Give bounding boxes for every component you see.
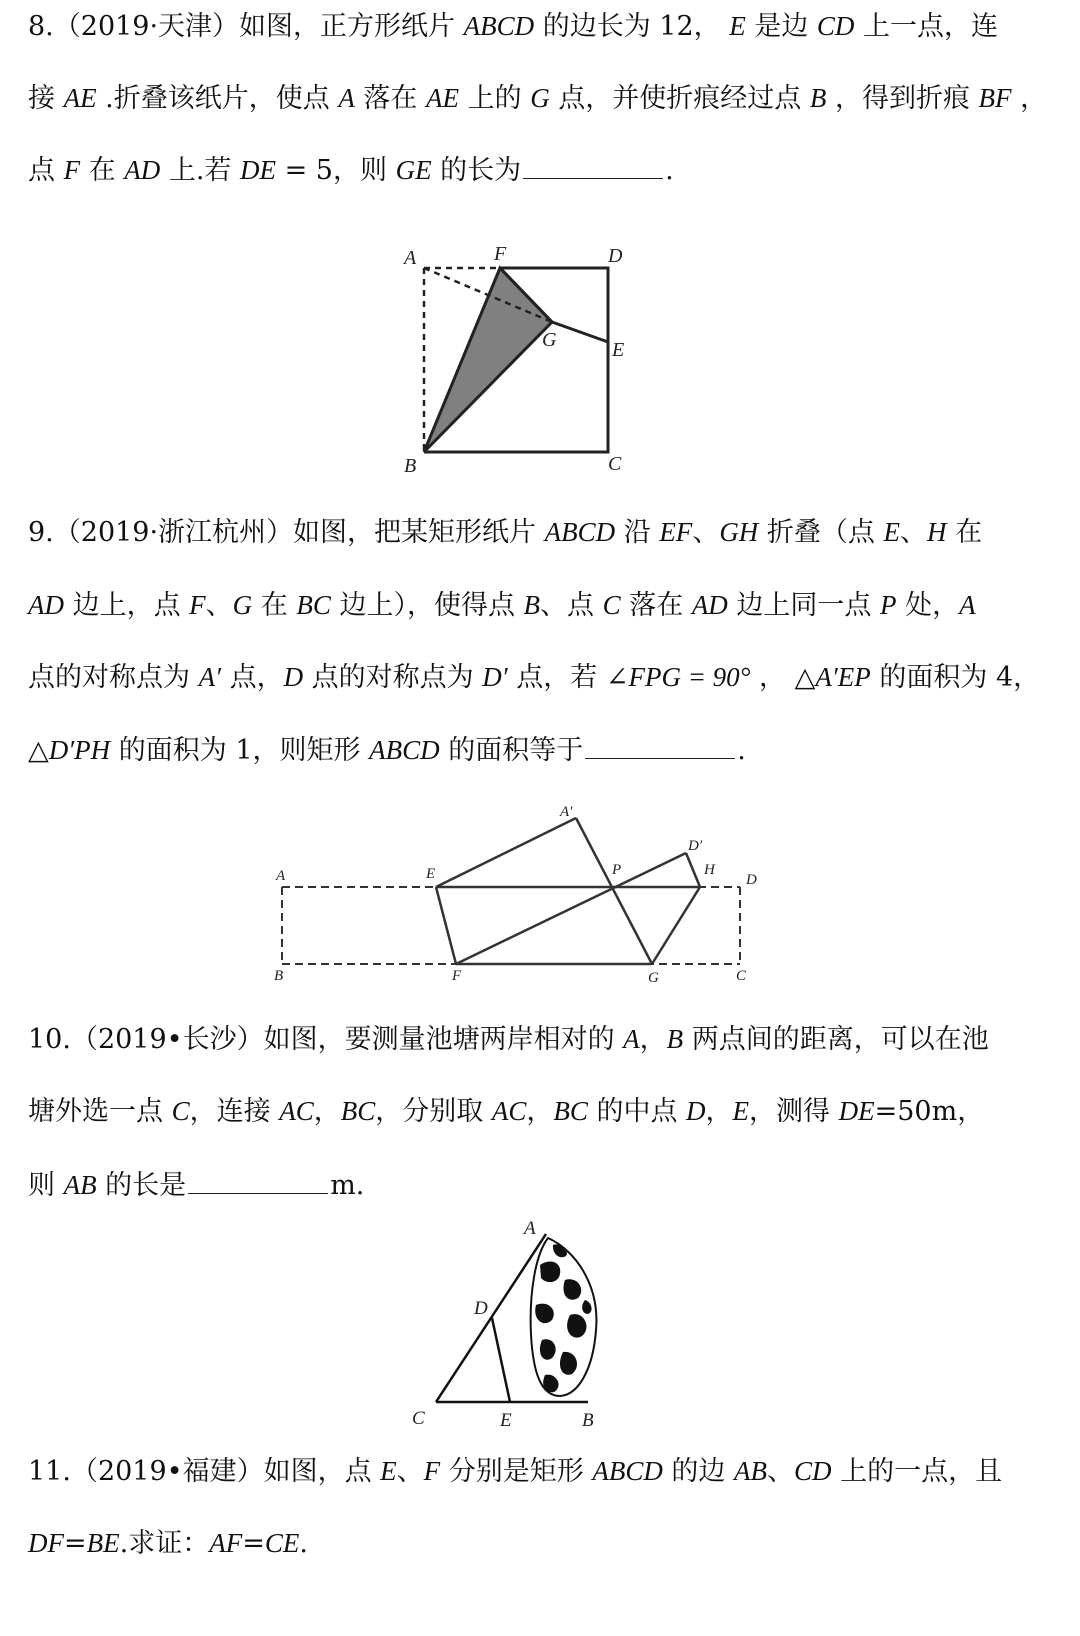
- text: 处，: [896, 590, 960, 621]
- text: ，: [1011, 83, 1048, 114]
- q9-line-ApG: [576, 818, 652, 964]
- q10-figure: [400, 1210, 640, 1440]
- text: ，: [705, 1096, 733, 1127]
- label-G: G: [542, 329, 557, 351]
- text: 点的对称点为: [303, 662, 483, 693]
- text: 落在: [620, 590, 692, 621]
- text: 接: [28, 83, 64, 114]
- math: H: [926, 517, 947, 547]
- text: 在: [80, 155, 125, 186]
- text: 的边: [662, 1456, 735, 1487]
- text: 则: [28, 1170, 64, 1201]
- math: D′: [482, 662, 508, 692]
- answer-blank[interactable]: [188, 1169, 328, 1194]
- text: .求证：: [119, 1528, 210, 1559]
- q9-line-2: [28, 588, 1060, 623]
- math: GE: [395, 155, 432, 185]
- text: 点，: [221, 662, 284, 693]
- q10-line-1: [28, 1022, 1060, 1057]
- q11-line-2: [28, 1526, 1060, 1561]
- label-F: F: [452, 968, 462, 984]
- text: 在: [946, 517, 983, 548]
- math: A′: [198, 662, 221, 692]
- math: D: [686, 1096, 706, 1126]
- label-E: E: [612, 339, 625, 361]
- q9-line-FDp: [456, 853, 686, 964]
- text: 折叠（点: [758, 517, 884, 548]
- math: D: [283, 662, 304, 692]
- text: 、: [692, 517, 720, 548]
- math: F: [189, 590, 206, 620]
- text: 两点间的距离，可以在池: [683, 1024, 989, 1055]
- text: =: [242, 1528, 265, 1559]
- text: 点: [28, 155, 64, 186]
- q10-line-3: [28, 1168, 1060, 1203]
- q9-line-3: [28, 660, 1060, 695]
- label-B: B: [274, 968, 284, 984]
- text: ，: [750, 662, 795, 693]
- text: 边上同一点: [727, 590, 880, 621]
- answer-blank[interactable]: [523, 154, 663, 179]
- label-D: D: [474, 1298, 488, 1319]
- text: .: [737, 735, 746, 766]
- text: 的中点: [587, 1096, 687, 1127]
- math: A: [623, 1024, 640, 1054]
- text: 沿: [615, 517, 660, 548]
- math: BF: [978, 83, 1012, 113]
- math: DE: [838, 1096, 875, 1126]
- q9-line-DpH: [686, 853, 700, 887]
- text: 边上，点: [64, 590, 190, 621]
- math: AB: [63, 1170, 97, 1200]
- text: = 5，则: [276, 155, 396, 186]
- text: ，连接: [189, 1096, 280, 1127]
- q10-line-2: [28, 1094, 1060, 1129]
- math: AC: [491, 1096, 527, 1126]
- text: m.: [330, 1170, 365, 1201]
- math: G: [232, 590, 253, 620]
- q10-line-CA: [436, 1234, 546, 1402]
- math: ∠FPG = 90°: [605, 662, 751, 692]
- text: .折叠该纸片，使点: [96, 83, 339, 114]
- label-F: F: [494, 243, 507, 265]
- math: AC: [279, 1096, 314, 1126]
- text: 的面积为 1，则矩形: [110, 735, 370, 766]
- text: ，: [526, 1096, 554, 1127]
- math: E: [380, 1456, 397, 1486]
- math: BE: [86, 1528, 120, 1558]
- label-C: C: [608, 453, 622, 475]
- math: △D′PH: [28, 735, 111, 765]
- text: ，分别取: [375, 1096, 492, 1127]
- text: 的长为: [431, 155, 522, 186]
- text: 、: [899, 517, 927, 548]
- text: 9.（2019·浙江杭州）如图，把某矩形纸片: [28, 517, 545, 548]
- label-E: E: [426, 866, 436, 882]
- label-G: G: [648, 970, 659, 986]
- text: 、: [396, 1456, 424, 1487]
- math: BC: [340, 1096, 376, 1126]
- math: ABCD: [369, 735, 440, 765]
- text: ，测得: [749, 1096, 839, 1127]
- text: 上的一点，且: [831, 1456, 1003, 1487]
- math: EF: [659, 517, 693, 547]
- q10-line-DE: [492, 1318, 510, 1402]
- label-E: E: [500, 1410, 512, 1431]
- math: GH: [719, 517, 759, 547]
- text: 、: [767, 1456, 795, 1487]
- text: 10.（2019•长沙）如图，要测量池塘两岸相对的: [28, 1024, 624, 1055]
- text: ，得到折痕: [826, 83, 979, 114]
- q9-line-EAp: [436, 818, 576, 887]
- text: 分别是矩形: [440, 1456, 593, 1487]
- label-C: C: [736, 968, 747, 984]
- q8-figure: [390, 240, 650, 480]
- label-A: A: [524, 1218, 536, 1239]
- math: AD: [691, 590, 728, 620]
- text: 的面积为 4，: [870, 662, 1041, 693]
- label-A-prime: A′: [560, 804, 573, 820]
- math: ABCD: [544, 517, 616, 547]
- text: 的长是: [96, 1170, 187, 1201]
- math: CD: [794, 1456, 832, 1486]
- math: B: [666, 1024, 684, 1054]
- math: A: [338, 83, 355, 113]
- math: C: [602, 590, 621, 620]
- math: DE: [240, 155, 277, 185]
- label-D: D: [608, 245, 623, 267]
- label-D-prime: D′: [688, 838, 703, 854]
- text: 11.（2019•福建）如图，点: [28, 1456, 381, 1487]
- math: ABCD: [592, 1456, 663, 1486]
- text: .: [665, 155, 674, 186]
- q9-line-EF: [436, 887, 456, 964]
- text: 边上），使得点: [330, 590, 524, 621]
- math: CD: [816, 11, 855, 41]
- label-A: A: [276, 868, 286, 884]
- text: 塘外选一点: [28, 1096, 172, 1127]
- q8-line-1: [28, 9, 1060, 44]
- math: E: [883, 517, 900, 547]
- math: ABCD: [463, 11, 535, 41]
- q8-line-2: [28, 81, 1060, 116]
- text: =50m，: [874, 1096, 985, 1127]
- math: AE: [63, 83, 97, 113]
- label-B: B: [582, 1410, 594, 1431]
- math: CE: [264, 1528, 300, 1558]
- math: E: [732, 1096, 750, 1126]
- text: 的面积等于: [439, 735, 584, 766]
- math: F: [63, 155, 81, 185]
- answer-blank[interactable]: [585, 734, 735, 759]
- math: AD: [124, 155, 161, 185]
- text: .: [299, 1528, 308, 1559]
- text: ，: [639, 1024, 667, 1055]
- text: 是边: [745, 11, 817, 42]
- q8-line-GE: [552, 322, 608, 342]
- text: 上.若: [160, 155, 241, 186]
- text: 、: [205, 590, 233, 621]
- label-P: P: [612, 862, 622, 878]
- math: AD: [28, 590, 64, 620]
- text: 落在: [354, 83, 427, 114]
- text: ，: [313, 1096, 341, 1127]
- label-C: C: [412, 1408, 425, 1429]
- text: 上一点，连: [854, 11, 999, 42]
- math: C: [171, 1096, 190, 1126]
- text: 点，若: [507, 662, 606, 693]
- q9-line-1: [28, 515, 1060, 550]
- text: 在: [252, 590, 297, 621]
- math: AF: [209, 1528, 243, 1558]
- math: B: [523, 590, 541, 620]
- q9-line-4: [28, 733, 1060, 768]
- math: A: [959, 590, 976, 620]
- text: 8.（2019·天津）如图，正方形纸片: [28, 11, 464, 42]
- q11-line-1: [28, 1454, 1060, 1489]
- q9-line-HG: [652, 887, 700, 964]
- math: E: [729, 11, 746, 41]
- text: =: [64, 1528, 87, 1559]
- math: F: [423, 1456, 441, 1486]
- math: AE: [426, 83, 460, 113]
- math: △A′EP: [794, 662, 871, 692]
- text: 点的对称点为: [28, 662, 199, 693]
- text: 、点: [540, 590, 603, 621]
- math: P: [879, 590, 897, 620]
- q8-line-3: [28, 153, 1060, 188]
- text: 点，并使折痕经过点: [549, 83, 810, 114]
- math: B: [809, 83, 827, 113]
- math: AB: [734, 1456, 768, 1486]
- math: DF: [28, 1528, 64, 1558]
- math: G: [530, 83, 550, 113]
- label-H: H: [704, 862, 715, 878]
- text: 上的: [459, 83, 531, 114]
- label-D: D: [746, 872, 757, 888]
- math: BC: [296, 590, 331, 620]
- text: 的边长为 12，: [534, 11, 730, 42]
- math: BC: [553, 1096, 588, 1126]
- label-A: A: [404, 247, 417, 269]
- label-B: B: [404, 455, 417, 477]
- pond-shape: [531, 1238, 597, 1396]
- q9-figure: [260, 800, 780, 1000]
